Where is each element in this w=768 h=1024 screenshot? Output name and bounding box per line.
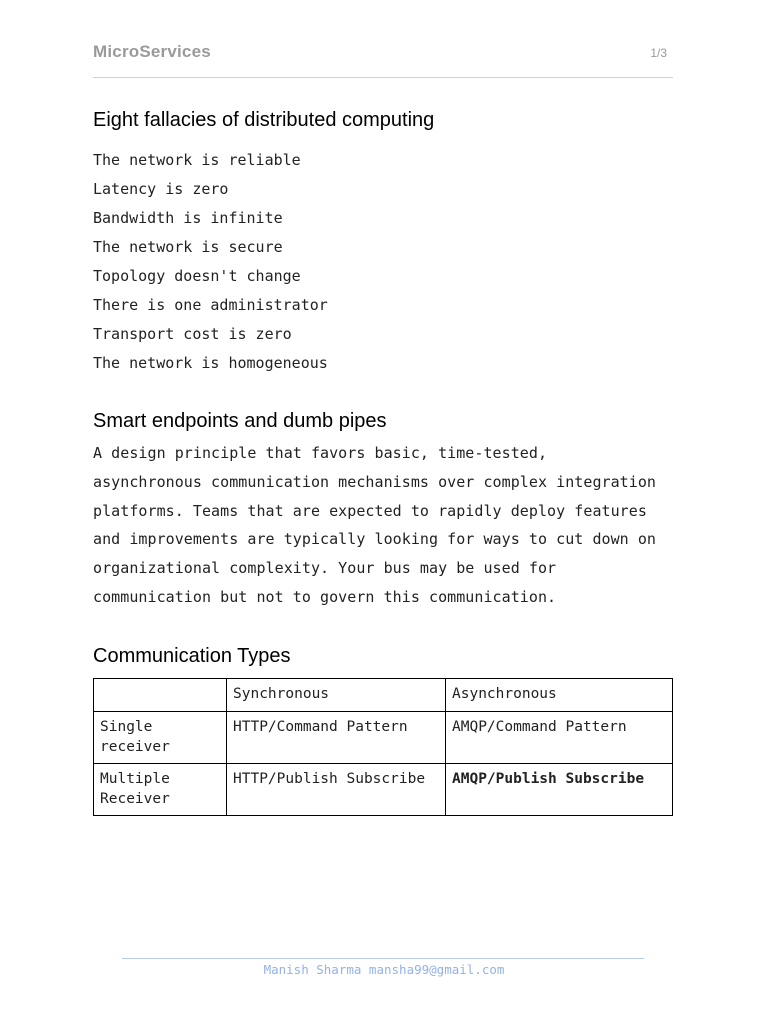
footer-author: Manish Sharma mansha99@gmail.com [263, 962, 505, 977]
list-item: Latency is zero [93, 180, 229, 198]
list-item: Topology doesn't change [93, 267, 301, 285]
table-cell: AMQP/Publish Subscribe [446, 764, 673, 816]
list-item: The network is homogeneous [93, 354, 328, 372]
table-header-cell: Asynchronous [446, 679, 673, 712]
section-heading-smart-endpoints: Smart endpoints and dumb pipes [93, 410, 387, 432]
table-cell: HTTP/Publish Subscribe [227, 764, 446, 816]
list-item: Transport cost is zero [93, 325, 292, 343]
table-cell: HTTP/Command Pattern [227, 712, 446, 764]
list-item: The network is reliable [93, 151, 301, 169]
header-divider [93, 77, 673, 78]
paragraph-line: platforms. Teams that are expected to rapidly deploy features [93, 501, 647, 520]
table-header-row [94, 679, 673, 712]
smart-endpoints-paragraph [93, 439, 683, 612]
table-cell: Single receiver [94, 712, 227, 764]
paragraph-line: and improvements are typically looking for ways to cut down on [93, 530, 657, 549]
page-indicator: 1/3 [650, 46, 667, 60]
communication-types-table [93, 678, 673, 816]
list-item: The network is secure [93, 238, 283, 256]
table-cell: AMQP/Command Pattern [446, 712, 673, 764]
footer-divider [122, 958, 644, 959]
list-item: Bandwidth is infinite [93, 209, 283, 227]
table-row [94, 712, 673, 764]
fallacies-list [93, 146, 328, 378]
table-cell: Multiple Receiver [94, 764, 227, 816]
list-item: There is one administrator [93, 296, 328, 314]
table-header-cell: Synchronous [227, 679, 446, 712]
section-heading-fallacies: Eight fallacies of distributed computing [93, 109, 435, 131]
table-header-cell [94, 679, 227, 712]
paragraph-line: A design principle that favors basic, time-tested, [93, 444, 548, 462]
document-title: MicroServices [93, 42, 211, 61]
section-heading-communication-types: Communication Types [93, 645, 291, 667]
paragraph-line: organizational complexity. Your bus may be used for [93, 559, 557, 578]
paragraph-line: asynchronous communication mechanisms over complex integration [93, 472, 657, 491]
table-row [94, 764, 673, 816]
paragraph-line: communication but not to govern this communication. [93, 587, 557, 606]
